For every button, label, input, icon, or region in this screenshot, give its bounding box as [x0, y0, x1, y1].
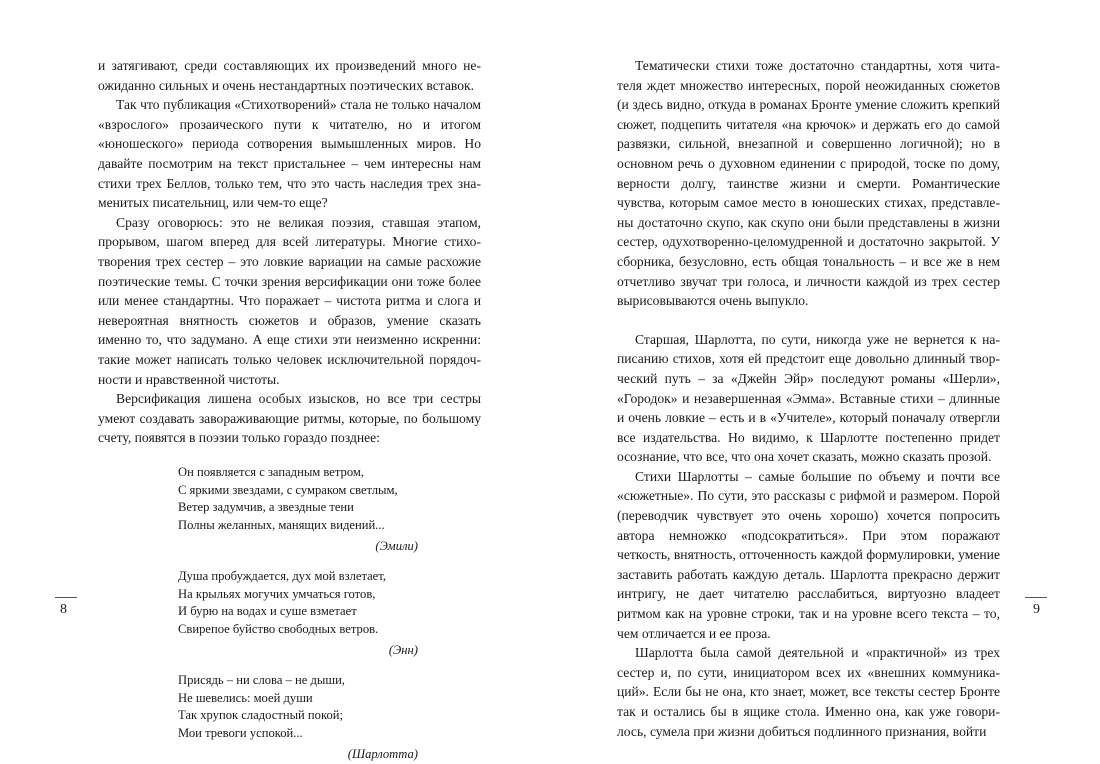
- poem-line: И бурю на водах и суше взметает: [178, 604, 357, 619]
- poem-line: Так хрупок сладостный покой;: [178, 708, 343, 723]
- poem-emily: [178, 464, 418, 556]
- poem-line: Полны желанных, манящих видений...: [178, 518, 385, 533]
- poem-line: Свирепое буйство свободных ветров.: [178, 622, 379, 637]
- page-number: 9: [1033, 602, 1040, 617]
- poem-line: Ветер задумчив, а звездные тени: [178, 500, 354, 515]
- left-page: [0, 0, 550, 762]
- left-page-text: [98, 56, 481, 764]
- poem-line: Душа пробуждается, дух мой взлетает,: [178, 568, 386, 583]
- poem-line: С яркими звездами, с сумраком светлым,: [178, 482, 398, 497]
- paragraph: Сразу оговорюсь: это не великая поэзия, ставшая этапом, прорывом, шагом вперед для всей литературы. Многие стихотворения трех сестер – это ловкие вариации на самые расхожие поэтические темы. С точки зрения версификации они тоже более или менее стандартны. Что поражает – чистота ритма и слога и невероятная внятность сюжетов и образов, умение сказать именно то, что задумано. А еще стихи эти неизменно искренни: такие может написать только человек исключительной порядочности и нравственной чистоты.: [98, 214, 481, 387]
- right-page-text: [617, 56, 1000, 741]
- page-number-rule: [55, 597, 77, 598]
- paragraph: Шарлотта была самой деятельной и «практичной» из трех сестер и, по сути, инициатором всех их «внешних коммуникаций». Если бы не она, кто знает, может, все тексты сестер Бронте так и остались бы в ящике стола. Именно она, как уже говорилось, сумела при жизни добиться подлинного признания, войти: [617, 645, 1000, 739]
- paragraph: Старшая, Шарлотта, по сути, никогда уже не вернется к написанию стихов, хотя ей предстоит еще довольно длинный творческий путь – за «Джейн Эйр» последуют романы «Шерли», «Городок» и незавершенная «Эмма». Вставные стихи – длинные и очень ловкие – есть и в «Учителе», который поначалу отвергли все издательства. Но видимо, к Шарлотте постепенно придет осознание, что все, что она хочет сказать, можно сказать прозой.: [617, 331, 1000, 465]
- poem-line: Не шевелись: моей души: [178, 690, 313, 705]
- poem-attribution: (Эмили): [375, 539, 418, 554]
- poem-line: Он появляется с западным ветром,: [178, 464, 364, 479]
- paragraph: Тематически стихи тоже достаточно стандартны, хотя читателя ждет множество интересных, порой неожиданных сюжетов (и здесь видно, откуда в романах Бронте умение сложить крепкий сюжет, подцепить читателя «на крючок» и держать его до самой развязки, сильной, внезапной и совершенно логичной); но в основном речь о духовном единении с природой, тоске по дому, верности долгу, таинстве жизни и смерти. Романтические чувства, которым самое место в юношеских стихах, представлены достаточно скупо, как скупо они были представлены в жизни сестер, одухотворенно-целомудренной и достаточно закрытой. У сборника, безусловно, есть общая тональность – и все же в нем отчетливо звучат три голоса, и личности каждой из трех сестер вырисовываются очень выпукло.: [617, 58, 1000, 309]
- paragraph: Версификация лишена особых изысков, но все три сестры умеют создавать завораживающие ритмы, которые, по большому счету, появятся в поэзии только гораздо позднее:: [98, 391, 481, 446]
- poem-line: Присядь – ни слова – не дыши,: [178, 672, 345, 687]
- poem-line: На крыльях могучих умчаться готов,: [178, 586, 376, 601]
- paragraph: Так что публикация «Стихотворений» стала не только началом «взрослого» прозаического пути к читателю, но и итогом «юношеского» периода сотворения вымышленных миров. Но давайте посмотрим на текст пристальнее – чем интересны нам стихи трех Беллов, только тем, что это часть наследия трех знаменитых писательниц, или чем-то еще?: [98, 97, 481, 211]
- page-number-rule: [1025, 597, 1047, 598]
- paragraph: и затягивают, среди составляющих их произведений много неожиданно сильных и очень нестандартных поэтических вставок.: [98, 58, 481, 93]
- poem-anne: [178, 568, 418, 660]
- right-page: [550, 0, 1100, 739]
- poem-charlotte: [178, 672, 418, 764]
- paragraph: Стихи Шарлотты – самые большие по объему и почти все «сюжетные». По сути, это рассказы с рифмой и размером. Порой (переводчик чувствует это очень хорошо) хочется попросить автора немножко «подсократиться». При этом поражают четкость, внятность, отточенность каждой формулировки, умение заставить работать каждую деталь. Шарлотта прекрасно держит интригу, не дает читателю расслабиться, виртуозно владеет ритмом как на уровне строки, так и на уровне всего текста – то, чем отличается и ее проза.: [617, 468, 1000, 641]
- poem-attribution: (Энн): [388, 643, 418, 658]
- poem-line: Мои тревоги успокой...: [178, 726, 303, 741]
- poem-attribution: (Шарлотта): [347, 747, 418, 762]
- page-number: 8: [60, 602, 67, 617]
